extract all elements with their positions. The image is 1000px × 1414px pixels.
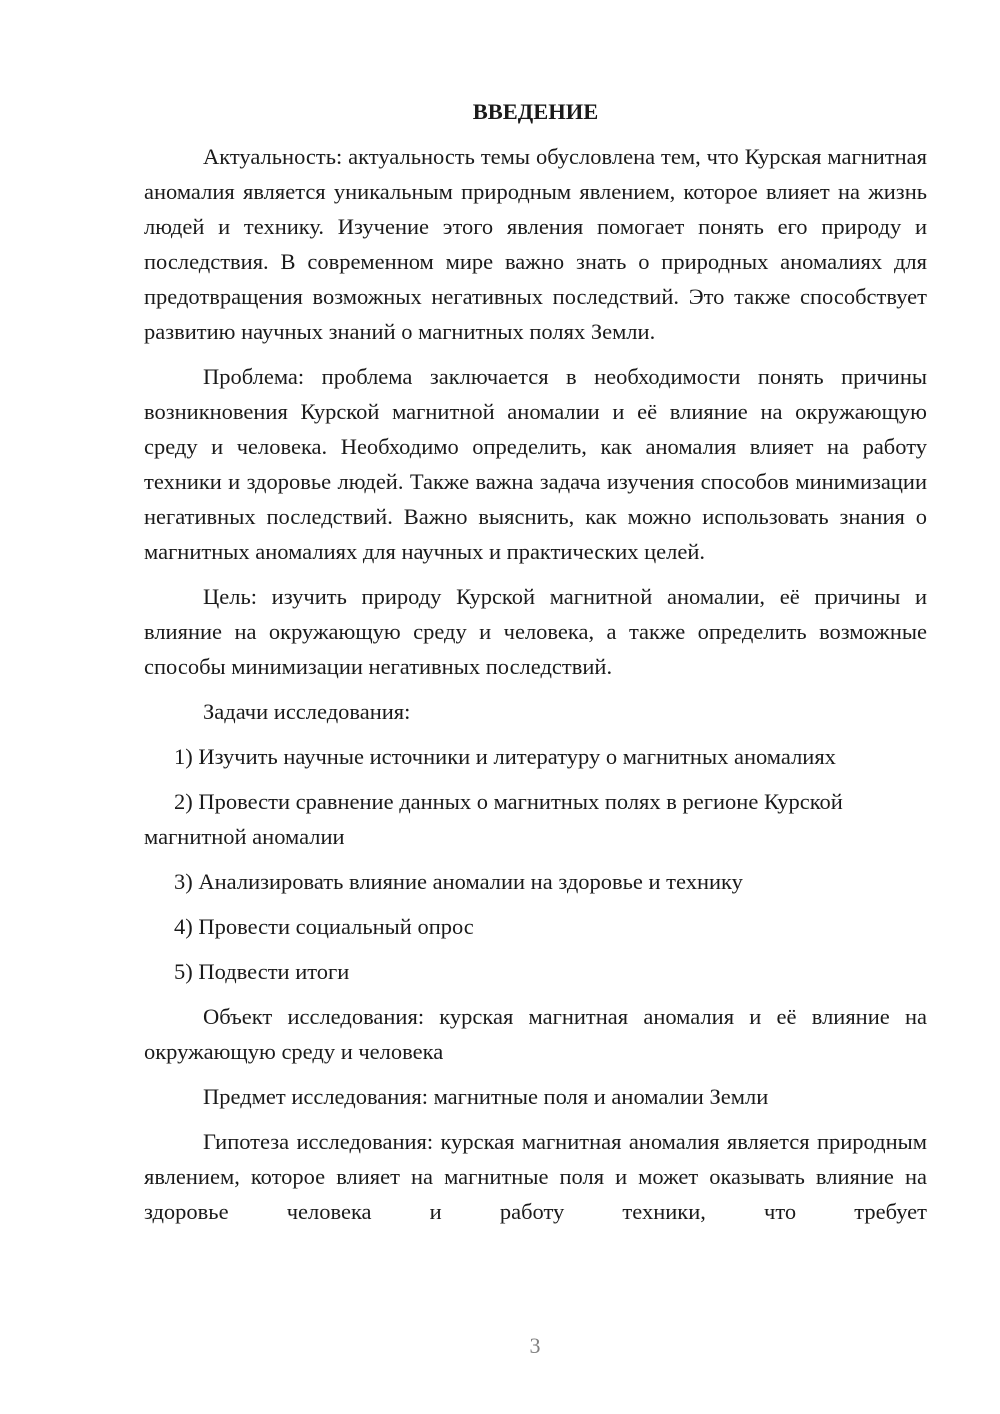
page-number: 3 xyxy=(529,1333,541,1358)
task-item-5: 5) Подвести итоги xyxy=(174,959,350,984)
problem-paragraph: Проблема: проблема заключается в необходимости понять причины возникновения Курской магнитной аномалии и её влияние на окружающую среду и человека. Необходимо определить, как аномалия влияет на работу техники и здоровье людей. Также важна задача изучения способов минимизации негативных последствий. Важно выяснить, как можно использовать знания о магнитных аномалиях для научных и практических целей. xyxy=(144,364,927,564)
document-body xyxy=(144,94,927,1239)
page-title: ВВЕДЕНИЕ xyxy=(472,99,599,124)
tasks-title: Задачи исследования: xyxy=(203,699,411,724)
goal-paragraph: Цель: изучить природу Курской магнитной аномалии, её причины и влияние на окружающую среду и человека, а также определить возможные способы минимизации негативных последствий. xyxy=(144,584,927,679)
task-item-3: 3) Анализировать влияние аномалии на здоровье и технику xyxy=(174,869,743,894)
relevance-paragraph: Актуальность: актуальность темы обусловлена тем, что Курская магнитная аномалия является уникальным природным явлением, которое влияет на жизнь людей и технику. Изучение этого явления помогает понять его природу и последствия. В современном мире важно знать о природных аномалиях для предотвращения возможных негативных последствий. Это также способствует развитию научных знаний о магнитных полях Земли. xyxy=(144,144,927,344)
task-item-2: 2) Провести сравнение данных о магнитных полях в регионе Курской магнитной аномалии xyxy=(144,789,843,849)
task-item-1: 1) Изучить научные источники и литературу о магнитных аномалиях xyxy=(174,744,836,769)
task-item-4: 4) Провести социальный опрос xyxy=(174,914,474,939)
subject-paragraph: Предмет исследования: магнитные поля и аномалии Земли xyxy=(203,1084,769,1109)
hypothesis-paragraph: Гипотеза исследования: курская магнитная аномалия является природным явлением, которое влияет на магнитные поля и может оказывать влияние на здоровье человека и работу техники, что требует xyxy=(144,1129,927,1224)
object-paragraph: Объект исследования: курская магнитная аномалия и её влияние на окружающую среду и человека xyxy=(144,1004,927,1064)
